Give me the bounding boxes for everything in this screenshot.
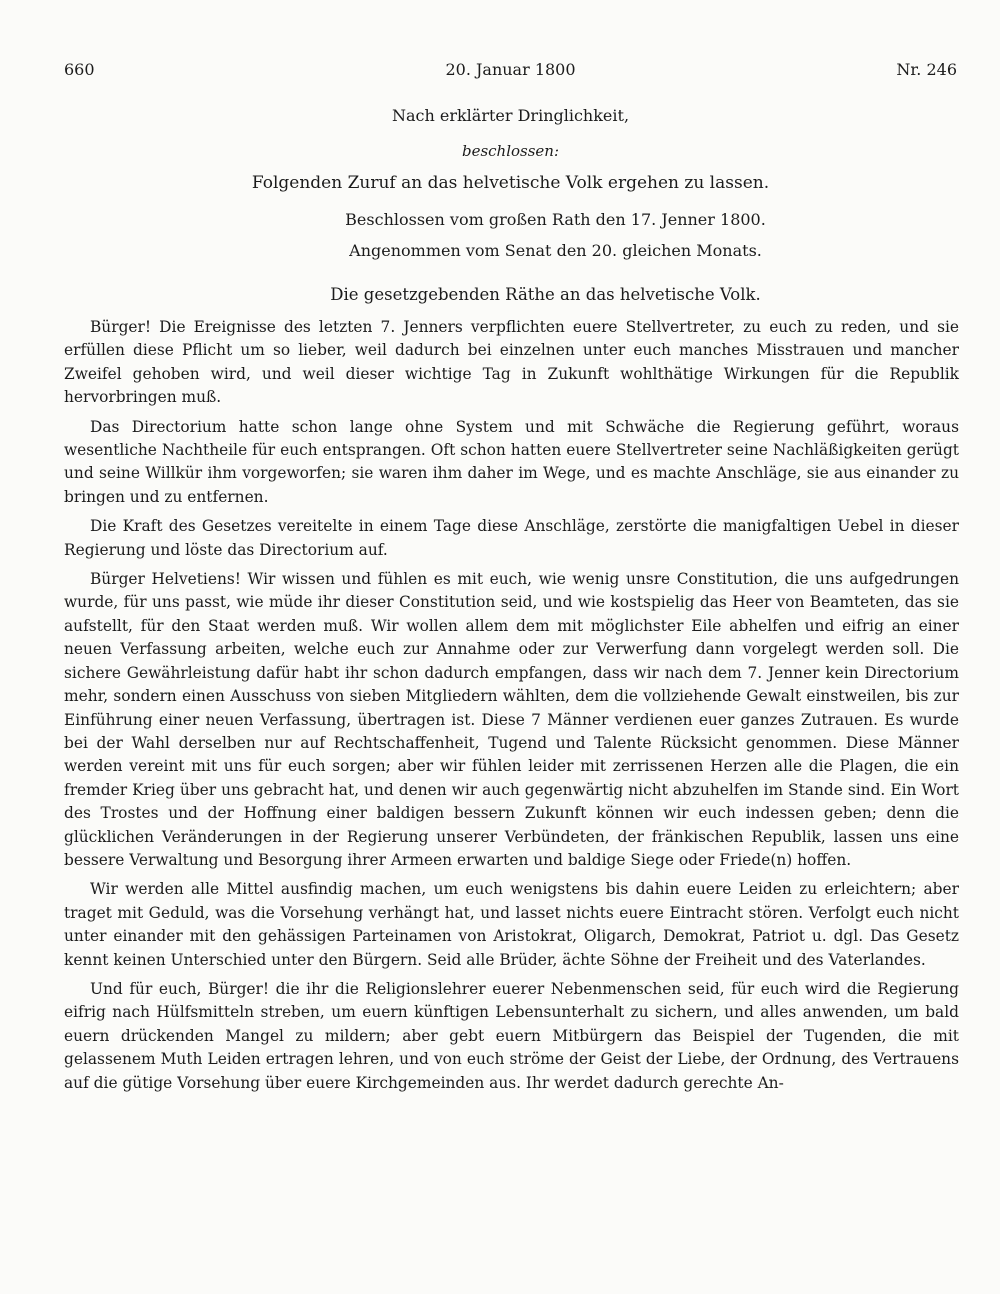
paragraph-6: Und für euch, Bürger! die ihr die Religionslehrer euerer Nebenmenschen seid, für euch wird die Regierung eifrig nach Hülfsmitteln streben, um euern künftigen Lebensunterhalt zu sichern, und alles anwenden, um bald euern drückenden Mangel zu mildern; aber gebt euern Mitbürgern das Beispiel der Tugenden, die mit gelassenem Muth Leiden ertragen lehren, und von euch ströme der Geist der Liebe, der Ordnung, des Vertrauens auf die gütige Vorsehung über euere Kirchgemeinden aus. Ihr werdet dadurch gerechte An-	[64, 979, 959, 1092]
paragraph-5: Wir werden alle Mittel ausfindig machen, um euch wenigstens bis dahin euere Leiden zu erleichtern; aber traget mit Geduld, was die Vorsehung verhängt hat, und lasset nichts euere Eintracht stören. Verfolgt euch nicht unter einander mit den gehässigen Parteinamen von Aristokrat, Oligarch, Demokrat, Patriot u. dgl. Das Gesetz kennt keinen Unterschied unter den Bürgern. Seid alle Brüder, ächte Söhne der Freiheit und des Vaterlandes.	[64, 880, 959, 969]
header-date: 20. Januar 1800	[445, 60, 576, 79]
body-text	[64, 316, 959, 1101]
intro-urgency-line: Nach erklärter Dringlichkeit,	[391, 106, 630, 125]
intro-proclamation-line: Folgenden Zuruf an das helvetische Volk ergehen zu lassen.	[251, 173, 770, 193]
paragraph-2: Das Directorium hatte schon lange ohne System und mit Schwäche die Regierung geführt, woraus wesentliche Nachtheile für euch entsprangen. Oft schon hatten euere Stellvertreter seine Nachläßigkeiten gerügt und seine Willkür ihm vorgeworfen; sie waren ihm daher im Wege, und es machte Anschläge, sie aus einander zu bringen und zu entfernen.	[64, 417, 959, 506]
paragraph-4: Bürger Helvetiens! Wir wissen und fühlen es mit euch, wie wenig unsre Constitution, die uns aufgedrungen wurde, für uns passt, wie müde ihr dieser Constitution seid, und wie kostspielig das Heer von Beamteten, das sie aufstellt, für den Staat werden muß. Wir wollen allem dem mit möglichster Eile abhelfen und eifrig an einer neuen Verfassung arbeiten, welche euch zur Annahme oder zur Verwerfung dann vorgelegt werden soll. Die sichere Gewährleistung dafür habt ihr schon dadurch empfangen, dass wir nach dem 7. Jenner kein Directorium mehr, sondern einen Ausschuss von sieben Mitgliedern wählten, dem die vollziehende Gewalt einstweilen, bis zur Einführung einer neuen Verfassung, übertragen ist. Diese 7 Männer verdienen euer ganzes Zutrauen. Es wurde bei der Wahl derselben nur auf Rechtschaffenheit, Tugend und Talente Rücksicht genommen. Diese Männer werden vereint mit uns für euch sorgen; aber wir fühlen leider mit zerrissenen Herzen alle die Plagen, die ein fremder Krieg über uns gebracht hat, und denen wir auch gegenwärtig nicht abzuhelfen im Stande sind. Ein Wort des Trostes und der Hoffnung einer baldigen bessern Zukunft können wir euch indessen geben; denn die glücklichen Veränderungen in der Regierung unserer Verbündeten, der fränkischen Republik, lassen uns eine bessere Verwaltung und Besorgung ihrer Armeen erwarten und baldige Siege oder Friede(n) hoffen.	[64, 570, 959, 869]
running-header	[64, 60, 957, 84]
intro-resolved-line: beschlossen:	[461, 142, 560, 160]
document-number: Nr. 246	[896, 60, 957, 79]
intro-council-resolution-line: Beschlossen vom großen Rath den 17. Jenner 1800.	[345, 210, 766, 229]
page-number: 660	[64, 60, 95, 79]
paragraph-1: Bürger! Die Ereignisse des letzten 7. Jenners verpflichten euere Stellvertreter, zu euch zu reden, und sie erfüllen diese Pflicht um so lieber, weil dadurch bei einzelnen unter euch manches Misstrauen und mancher Zweifel gehoben wird, und weil dieser wichtige Tag in Zukunft wohlthätige Wirkungen für die Republik hervorbringen muß.	[64, 318, 959, 407]
paragraph-3: Die Kraft des Gesetzes vereitelte in einem Tage diese Anschläge, zerstörte die manigfaltigen Uebel in dieser Regierung und löste das Directorium auf.	[64, 517, 959, 559]
intro-senate-acceptance-line: Angenommen vom Senat den 20. gleichen Monats.	[349, 241, 762, 260]
document-title: Die gesetzgebenden Räthe an das helvetische Volk.	[330, 285, 761, 304]
